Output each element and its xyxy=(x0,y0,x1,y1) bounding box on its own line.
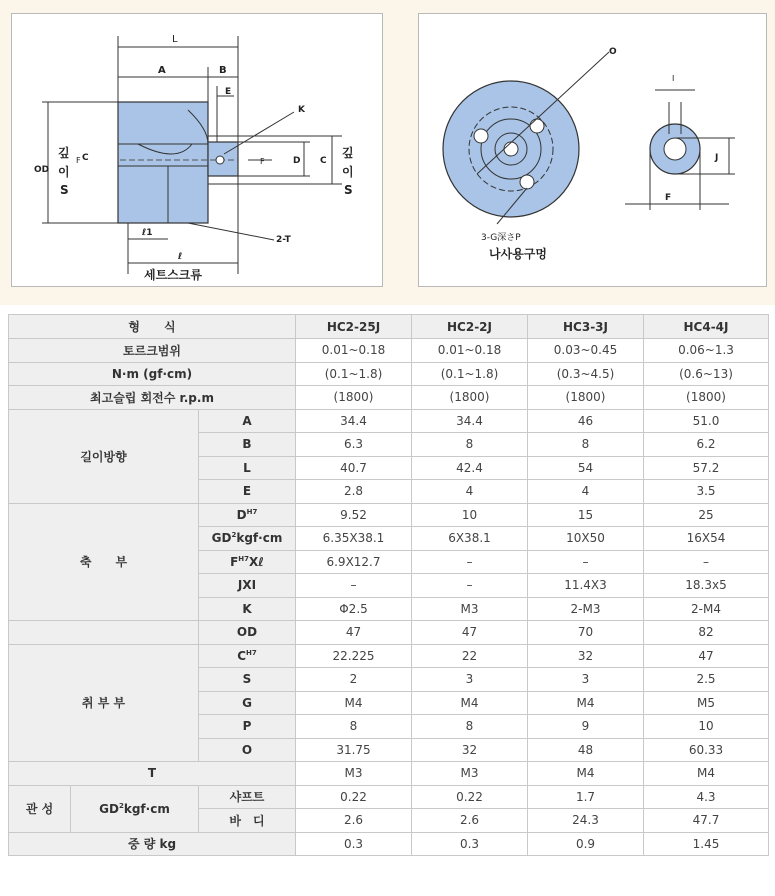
cell: 6.35X38.1 xyxy=(296,527,412,551)
cell: M4 xyxy=(412,691,528,715)
rpm-1: (1800) xyxy=(296,386,412,410)
cell: 51.0 xyxy=(644,409,769,433)
cell: 10 xyxy=(644,715,769,739)
cell: M4 xyxy=(528,691,644,715)
cell: 2.6 xyxy=(296,809,412,833)
row-GD: $GD^2kgf\cdot cm$ xyxy=(199,527,296,551)
torque-r1-3: 0.03~0.45 xyxy=(528,339,644,363)
cell: M3 xyxy=(412,597,528,621)
model-3: HC3-3J xyxy=(528,315,644,339)
torque-r2-4: (0.6~13) xyxy=(644,362,769,386)
dim-D: D xyxy=(293,156,301,166)
row-D: $D^{H7}$ xyxy=(199,503,296,527)
cell: 2 xyxy=(296,668,412,692)
torque-r2-2: (0.1~1.8) xyxy=(412,362,528,386)
row-body: 바 디 xyxy=(199,809,296,833)
cell: 47 xyxy=(412,621,528,645)
dim-L: L xyxy=(172,34,178,45)
dim-K: K xyxy=(298,105,305,115)
cell: 54 xyxy=(528,456,644,480)
cell: M3 xyxy=(296,762,412,786)
row-L: L xyxy=(199,456,296,480)
label-I: I xyxy=(672,74,675,83)
side-view-svg xyxy=(12,14,382,286)
dim-B: B xyxy=(219,65,227,76)
cell: 0.3 xyxy=(296,832,412,856)
dim-2T: 2-T xyxy=(276,235,291,245)
cell: 3.5 xyxy=(644,480,769,504)
row-O: O xyxy=(199,738,296,762)
torque-unit: N·m (gf·cm) xyxy=(9,362,296,386)
shaft-group: 축 부 xyxy=(9,503,199,621)
cell: 0.22 xyxy=(296,785,412,809)
tap-label: 3-G深さP xyxy=(481,233,521,243)
cell: 2.6 xyxy=(412,809,528,833)
dim-A: A xyxy=(158,65,166,76)
cell: 32 xyxy=(412,738,528,762)
length-group: 길이방향 xyxy=(9,409,199,503)
rpm-label: 최고슬립 회전수 r.p.m xyxy=(9,386,296,410)
torque-r1-4: 0.06~1.3 xyxy=(644,339,769,363)
dim-OD: OD xyxy=(34,165,50,175)
rpm-2: (1800) xyxy=(412,386,528,410)
row-C: $C^{H7}$ xyxy=(199,644,296,668)
row-A: A xyxy=(199,409,296,433)
cell: 47 xyxy=(644,644,769,668)
cell: 1.7 xyxy=(528,785,644,809)
inertia-group: 관 성 xyxy=(9,785,71,832)
row-S: S xyxy=(199,668,296,692)
label-O: O xyxy=(609,47,617,57)
front-view-svg xyxy=(419,14,766,286)
depth-left-2: 이 xyxy=(58,165,70,179)
cell: 24.3 xyxy=(528,809,644,833)
row-weight: 중 량 kg xyxy=(9,832,296,856)
cell: 8 xyxy=(412,715,528,739)
dim-l1: ℓ1 xyxy=(142,228,153,238)
spec-table xyxy=(8,314,769,856)
dim-C-left: C xyxy=(82,153,89,163)
row-G: G xyxy=(199,691,296,715)
cell: 34.4 xyxy=(412,409,528,433)
torque-r2-1: (0.1~1.8) xyxy=(296,362,412,386)
row-B: B xyxy=(199,433,296,457)
depth-right-3: S xyxy=(344,183,353,197)
cell: 0.22 xyxy=(412,785,528,809)
cell: 16X54 xyxy=(644,527,769,551)
cell: 6X38.1 xyxy=(412,527,528,551)
model-2: HC2-2J xyxy=(412,315,528,339)
setscrew-label: 세트스크류 xyxy=(144,268,202,282)
cell: 2.5 xyxy=(644,668,769,692)
cell: M4 xyxy=(644,762,769,786)
label-F: F xyxy=(665,193,672,203)
cell: 11.4X3 xyxy=(528,574,644,598)
cell: 10X50 xyxy=(528,527,644,551)
depth-left-3: S xyxy=(60,183,69,197)
label-J: J xyxy=(715,153,719,163)
cell: 0.3 xyxy=(412,832,528,856)
model-4: HC4-4J xyxy=(644,315,769,339)
row-F: $F^{H7}X\ell$ xyxy=(199,550,296,574)
od-spacer xyxy=(9,621,199,645)
cell: 1.45 xyxy=(644,832,769,856)
cell: 8 xyxy=(412,433,528,457)
dim-l: ℓ xyxy=(178,252,183,262)
cell: 34.4 xyxy=(296,409,412,433)
dim-C-right: C xyxy=(320,156,327,166)
header-label: 형 식 xyxy=(9,315,296,339)
depth-right-2: 이 xyxy=(342,165,354,179)
row-T: T xyxy=(9,762,296,786)
cell: 47.7 xyxy=(644,809,769,833)
cell: 6.3 xyxy=(296,433,412,457)
torque-r2-3: (0.3~4.5) xyxy=(528,362,644,386)
cell: 9 xyxy=(528,715,644,739)
cell: 3 xyxy=(528,668,644,692)
cell: 8 xyxy=(296,715,412,739)
cell: – xyxy=(644,550,769,574)
cell: 22.225 xyxy=(296,644,412,668)
cell: 42.4 xyxy=(412,456,528,480)
cell: 15 xyxy=(528,503,644,527)
depth-right-1: 깊 xyxy=(342,146,354,160)
cell: 82 xyxy=(644,621,769,645)
torque-r1-2: 0.01~0.18 xyxy=(412,339,528,363)
mount-group: 취 부 부 xyxy=(9,644,199,762)
dim-F-left: F xyxy=(76,156,81,165)
row-K: K xyxy=(199,597,296,621)
cell: M5 xyxy=(644,691,769,715)
cell: – xyxy=(528,550,644,574)
row-JXI: JXI xyxy=(199,574,296,598)
rpm-4: (1800) xyxy=(644,386,769,410)
tap-caption: 나사용구멍 xyxy=(489,247,547,261)
cell: – xyxy=(412,574,528,598)
cell: 40.7 xyxy=(296,456,412,480)
cell: 2-M4 xyxy=(644,597,769,621)
cell: 6.9X12.7 xyxy=(296,550,412,574)
row-shaft: 샤프트 xyxy=(199,785,296,809)
row-OD: OD xyxy=(199,621,296,645)
cell: 6.2 xyxy=(644,433,769,457)
cell: 70 xyxy=(528,621,644,645)
row-P: P xyxy=(199,715,296,739)
cell: 48 xyxy=(528,738,644,762)
cell: 25 xyxy=(644,503,769,527)
cell: 8 xyxy=(528,433,644,457)
side-view-drawing xyxy=(11,13,383,287)
front-view-drawing xyxy=(418,13,767,287)
cell: 47 xyxy=(296,621,412,645)
cell: – xyxy=(412,550,528,574)
model-1: HC2-25J xyxy=(296,315,412,339)
cell: 3 xyxy=(412,668,528,692)
cell: 9.52 xyxy=(296,503,412,527)
cell: 4.3 xyxy=(644,785,769,809)
cell: 31.75 xyxy=(296,738,412,762)
row-E: E xyxy=(199,480,296,504)
inertia-unit: $GD^2kgf\cdot cm$ xyxy=(71,785,199,832)
cell: M4 xyxy=(296,691,412,715)
cell: 2-M3 xyxy=(528,597,644,621)
cell: M4 xyxy=(528,762,644,786)
cell: 2.8 xyxy=(296,480,412,504)
cell: 32 xyxy=(528,644,644,668)
cell: – xyxy=(296,574,412,598)
cell: Φ2.5 xyxy=(296,597,412,621)
cell: 22 xyxy=(412,644,528,668)
cell: 10 xyxy=(412,503,528,527)
cell: 57.2 xyxy=(644,456,769,480)
rpm-3: (1800) xyxy=(528,386,644,410)
cell: 18.3x5 xyxy=(644,574,769,598)
cell: M3 xyxy=(412,762,528,786)
cell: 4 xyxy=(412,480,528,504)
cell: 46 xyxy=(528,409,644,433)
cell: 60.33 xyxy=(644,738,769,762)
cell: 4 xyxy=(528,480,644,504)
dim-F-right: F xyxy=(260,157,265,166)
depth-left-1: 깊 xyxy=(58,146,70,160)
dim-E: E xyxy=(225,87,232,97)
torque-label: 토르크범위 xyxy=(9,339,296,363)
torque-r1-1: 0.01~0.18 xyxy=(296,339,412,363)
cell: 0.9 xyxy=(528,832,644,856)
